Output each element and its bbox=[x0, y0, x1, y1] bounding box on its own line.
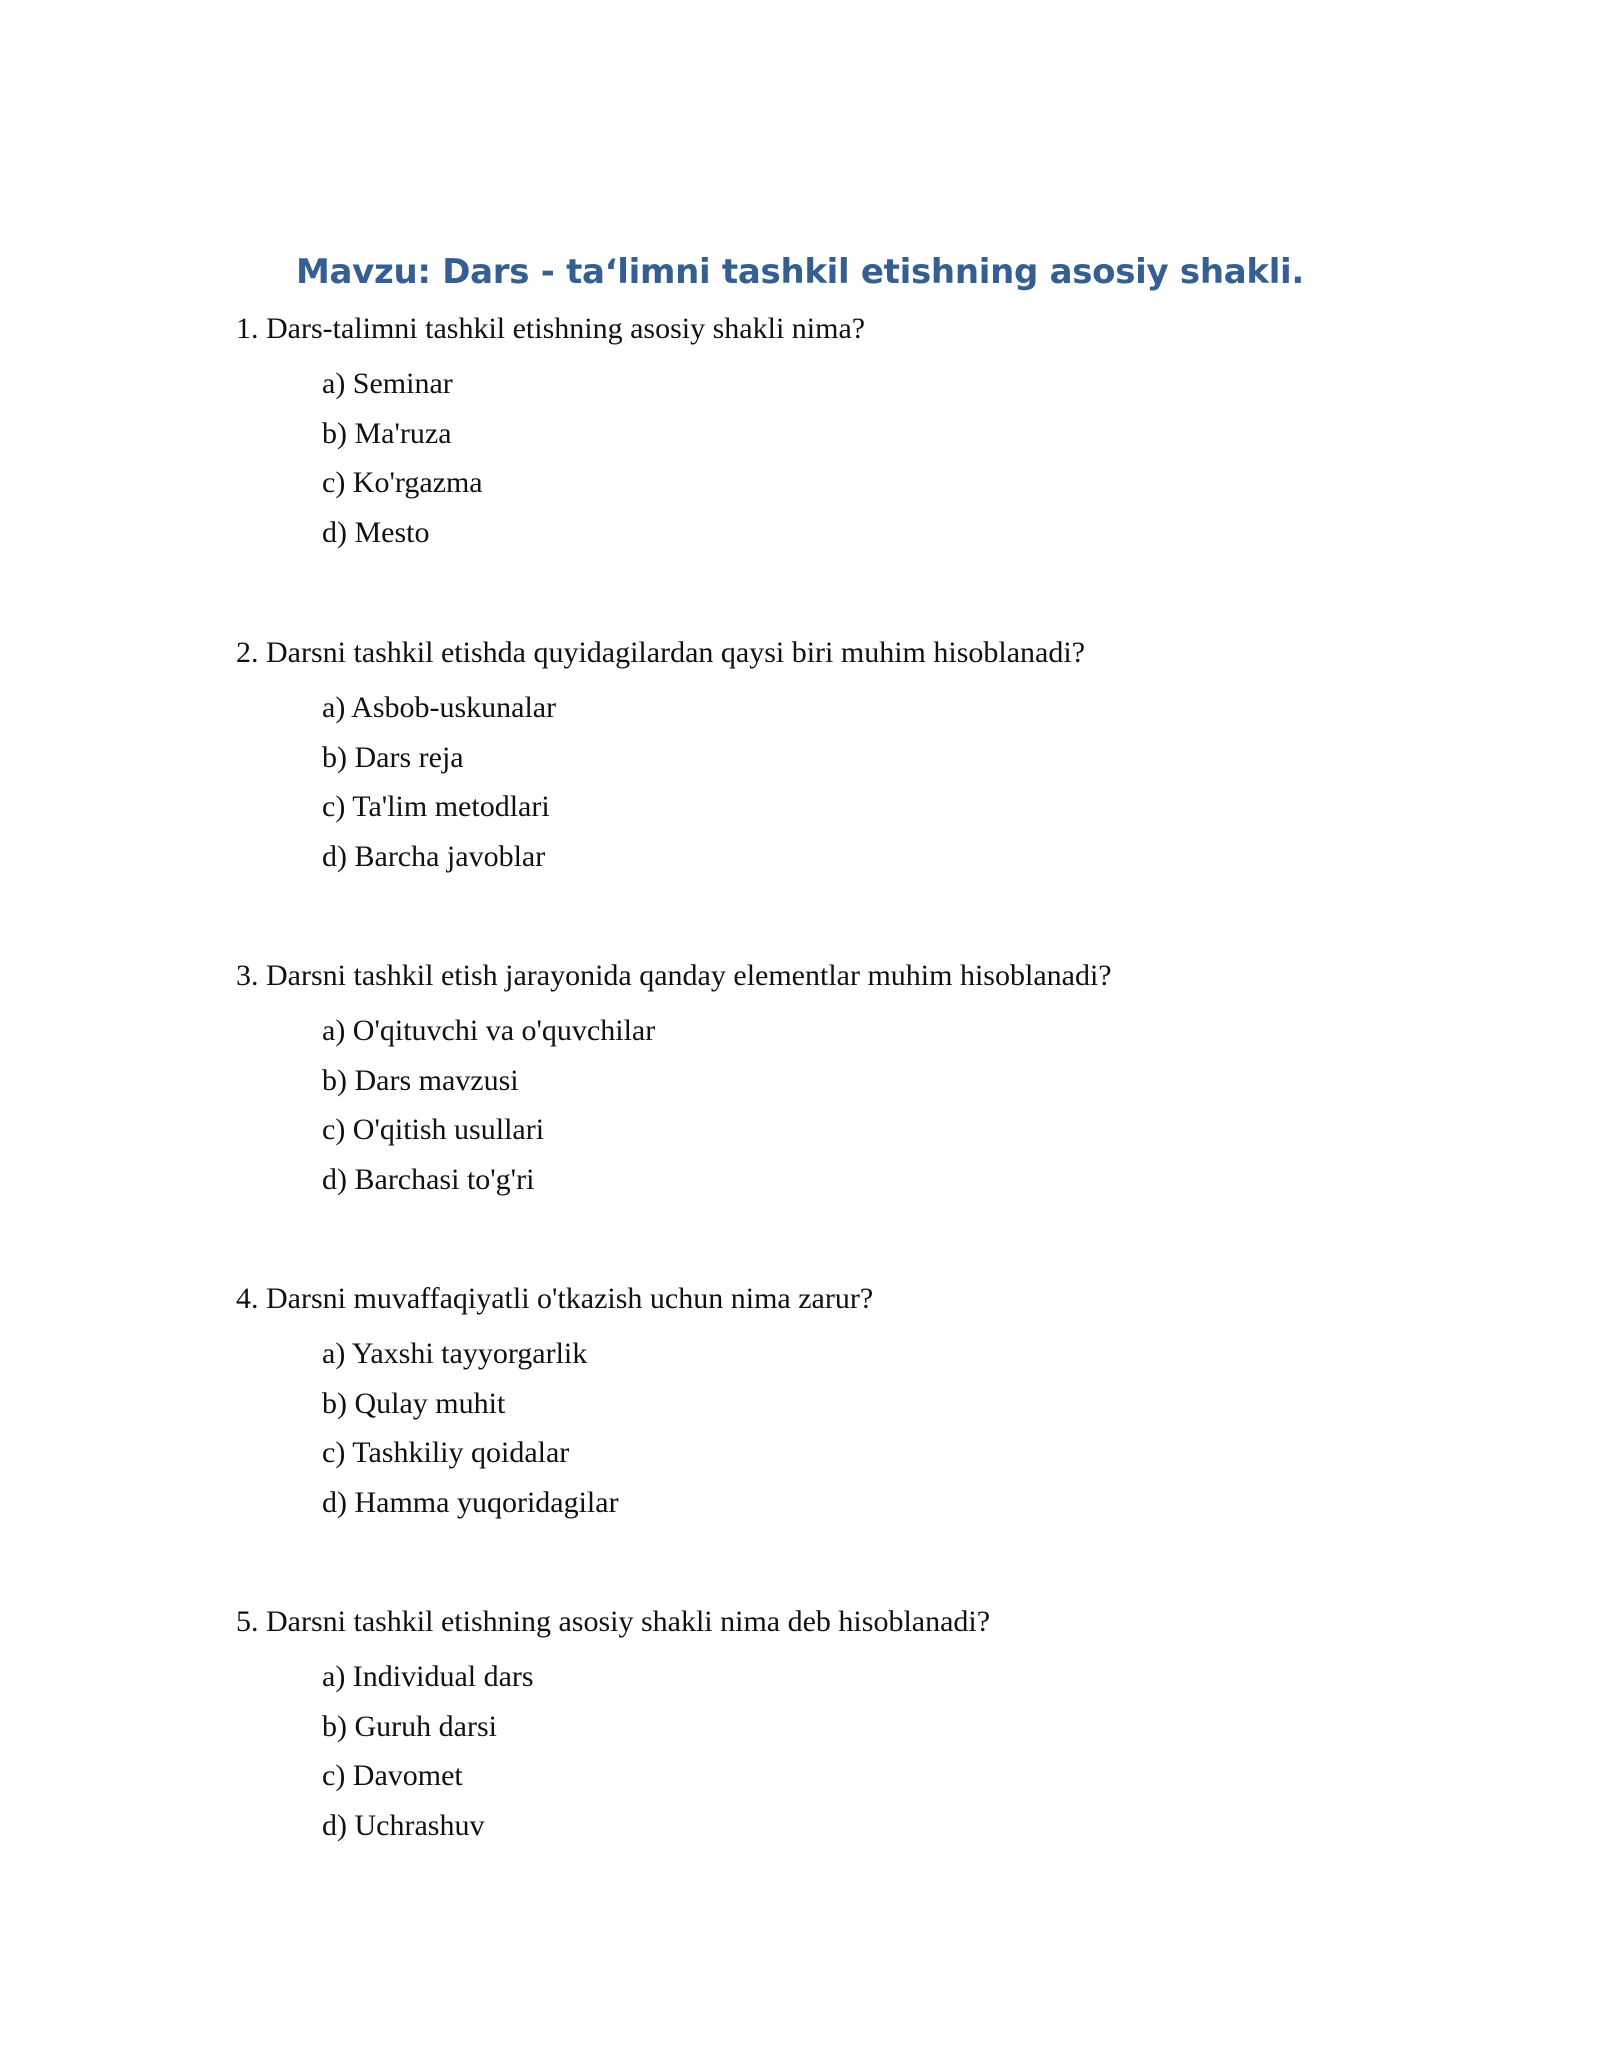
answer-option-b: b) Dars mavzusi bbox=[322, 1063, 519, 1097]
answer-option-b: b) Qulay muhit bbox=[322, 1386, 506, 1420]
answer-options bbox=[236, 1658, 1436, 1856]
answer-option-a: a) Individual dars bbox=[322, 1660, 534, 1693]
answer-option-c: c) Davomet bbox=[322, 1759, 463, 1792]
question-text: 1. Dars-talimni tashkil etishning asosiy shakli nima? bbox=[236, 312, 866, 345]
answer-option-b: b) Ma'ruza bbox=[322, 416, 452, 450]
question-text: 3. Darsni tashkil etish jarayonida qanday elementlar muhim hisoblanadi? bbox=[236, 959, 1112, 992]
answer-option-c: c) O'qitish usullari bbox=[322, 1113, 545, 1146]
question-4 bbox=[236, 1280, 1436, 1533]
answer-option-d: d) Mesto bbox=[322, 515, 430, 549]
answer-option-c: c) Ta'lim metodlari bbox=[322, 790, 550, 823]
answer-option-d: d) Uchrashuv bbox=[322, 1808, 485, 1842]
question-1 bbox=[236, 310, 1436, 563]
answer-option-d: d) Barchasi to'g'ri bbox=[322, 1162, 535, 1196]
answer-options bbox=[236, 1012, 1436, 1210]
answer-options bbox=[236, 689, 1436, 887]
answer-option-a: a) O'qituvchi va o'quvchilar bbox=[322, 1014, 656, 1047]
answer-option-d: d) Barcha javoblar bbox=[322, 839, 546, 873]
question-3 bbox=[236, 957, 1436, 1210]
question-text: 2. Darsni tashkil etishda quyidagilardan qaysi biri muhim hisoblanadi? bbox=[236, 636, 1086, 669]
answer-options bbox=[236, 365, 1436, 563]
answer-option-b: b) Dars reja bbox=[322, 740, 464, 774]
question-5 bbox=[236, 1603, 1436, 1856]
answer-option-a: a) Yaxshi tayyorgarlik bbox=[322, 1337, 588, 1370]
answer-option-a: a) Seminar bbox=[322, 367, 453, 400]
answer-options bbox=[236, 1335, 1436, 1533]
answer-option-a: a) Asbob-uskunalar bbox=[322, 691, 557, 724]
question-text: 5. Darsni tashkil etishning asosiy shakli nima deb hisoblanadi? bbox=[236, 1605, 991, 1638]
answer-option-c: c) Ko'rgazma bbox=[322, 466, 483, 499]
question-2 bbox=[236, 634, 1436, 887]
page-title: Mavzu: Dars - ta‘limni tashkil etishning asosiy shakli. bbox=[295, 252, 1305, 292]
answer-option-b: b) Guruh darsi bbox=[322, 1709, 497, 1743]
answer-option-d: d) Hamma yuqoridagilar bbox=[322, 1485, 619, 1519]
answer-option-c: c) Tashkiliy qoidalar bbox=[322, 1436, 570, 1469]
question-text: 4. Darsni muvaffaqiyatli o'tkazish uchun nima zarur? bbox=[236, 1282, 874, 1315]
